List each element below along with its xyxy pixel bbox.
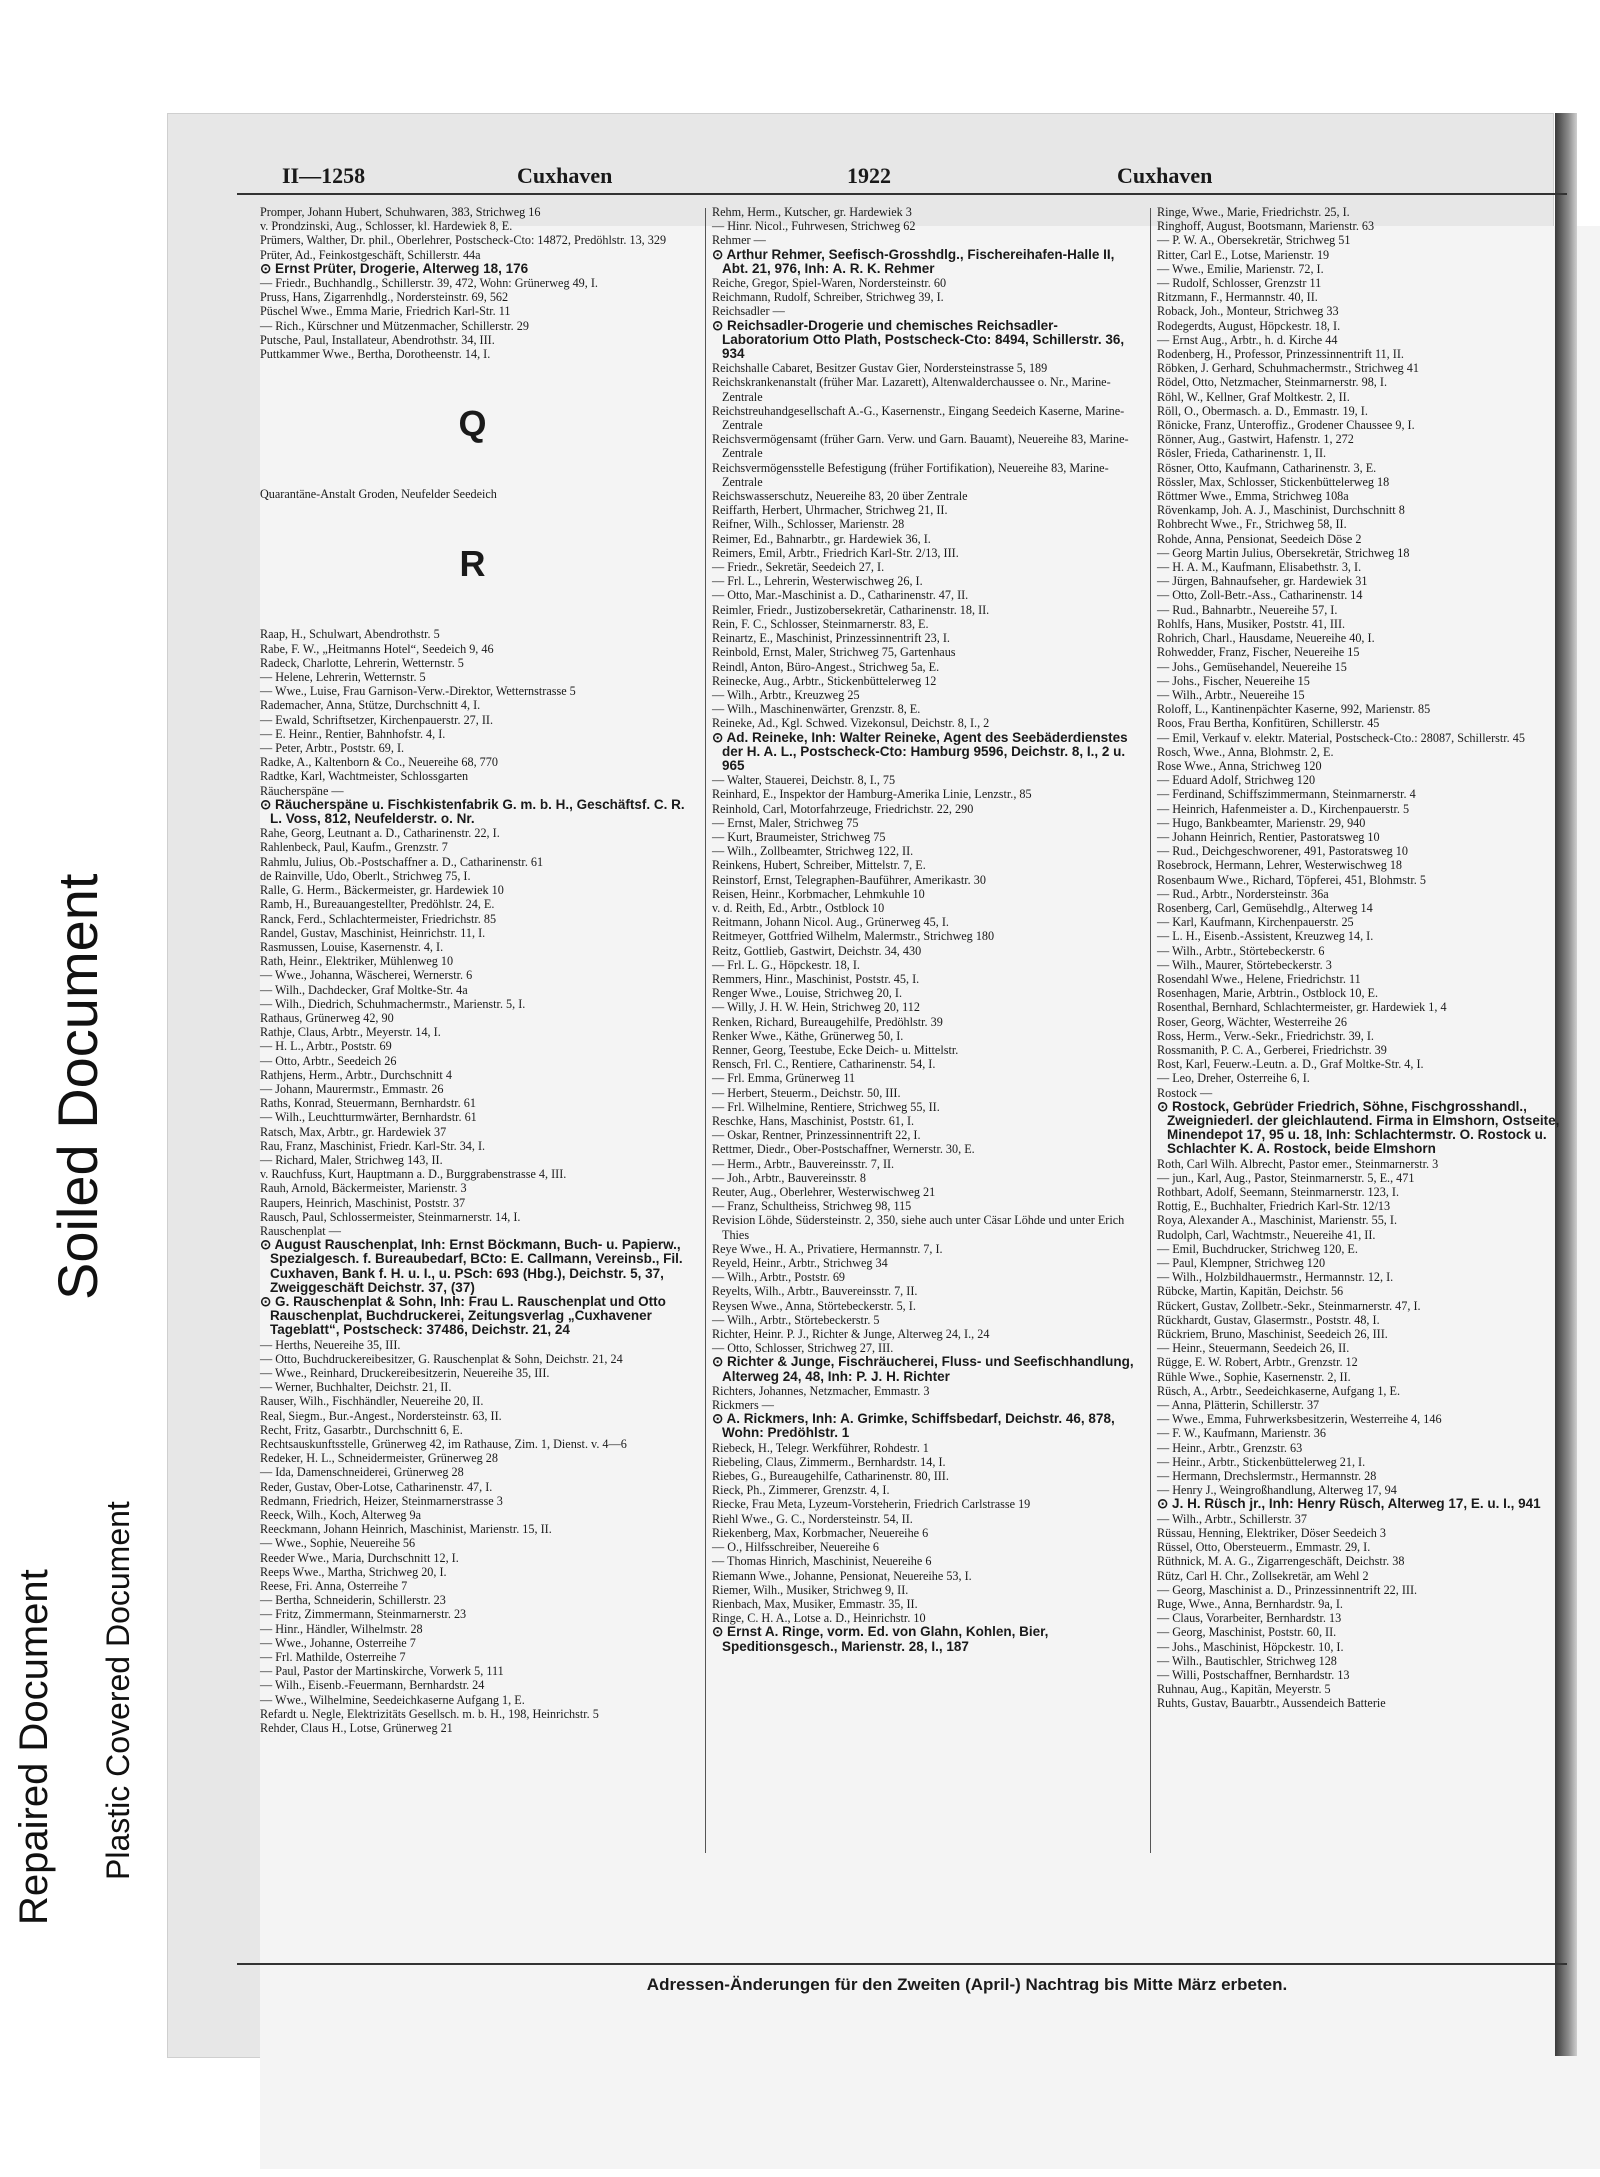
directory-entry: Riemer, Wilh., Musiker, Strichweg 9, II. [712, 1582, 909, 1597]
directory-entry: Püschel Wwe., Emma Marie, Friedrich Karl-Str. 11 [260, 304, 511, 319]
directory-entry: Randel, Gustav, Maschinist, Heinrichstr. 11, I. [260, 925, 486, 940]
directory-entry: Rönicke, Franz, Unteroffiz., Grodener Chaussee 9, I. [1157, 418, 1415, 433]
directory-entry: — Ernst, Maler, Strichweg 75 [712, 815, 859, 830]
directory-entry: — Heinr., Arbtr., Grenzstr. 63 [1157, 1440, 1303, 1455]
directory-entry: Rosenthal, Bernhard, Schlachtermeister, gr. Hardewiek 1, 4 [1157, 1000, 1447, 1015]
directory-entry: Reder, Gustav, Ober-Lotse, Catharinenstr. 47, I. [260, 1479, 493, 1494]
directory-entry: — Ferdinand, Schiffszimmermann, Steinmarnerstr. 4 [1157, 787, 1416, 802]
directory-entry: — Friedr., Sekretär, Seedeich 27, I. [712, 560, 885, 575]
directory-entry: — P. W. A., Obersekretär, Strichweg 51 [1157, 233, 1351, 248]
directory-entry: Redeker, H. L., Schneidermeister, Grünerweg 28 [260, 1451, 498, 1466]
directory-entry: Ringe, C. H. A., Lotse a. D., Heinrichstr. 10 [712, 1611, 926, 1626]
directory-entry: — Henry J., Weingroßhandlung, Alterweg 17, 94 [1157, 1483, 1397, 1498]
directory-entry: — Ernst Aug., Arbtr., h. d. Kirche 44 [1157, 332, 1338, 347]
directory-entry: — Johs., Gemüsehandel, Neuereihe 15 [1157, 659, 1347, 674]
directory-entry: Rieck, Ph., Zimmerer, Grenzstr. 4, I. [712, 1483, 890, 1498]
directory-entry: Reyelts, Wilh., Arbtr., Bauvereinsstr. 7, II. [712, 1284, 918, 1299]
directory-entry: Reichsadler — [712, 304, 785, 319]
directory-entry: Rauschenplat — [260, 1223, 341, 1238]
directory-entry: Rückhardt, Gustav, Glasermstr., Poststr. 48, I. [1157, 1312, 1380, 1327]
directory-entry: Rüthnick, M. A. G., Zigarrengeschäft, Deichstr. 38 [1157, 1554, 1405, 1569]
header-city-right: Cuxhaven [1117, 163, 1213, 188]
directory-entry: Rehm, Herm., Kutscher, gr. Hardewiek 3 [712, 205, 912, 219]
directory-entry: Redmann, Friedrich, Heizer, Steinmarnerstrasse 3 [260, 1493, 503, 1508]
directory-entry: Rösner, Otto, Kaufmann, Catharinenstr. 3, E. [1157, 460, 1377, 475]
directory-entry: — Kurt, Braumeister, Strichweg 75 [712, 829, 886, 844]
directory-entry: Roya, Alexander A., Maschinist, Marienstr. 55, I. [1157, 1213, 1397, 1228]
directory-entry: Reinstorf, Ernst, Telegraphen-Bauführer, Amerikastr. 30 [712, 872, 986, 887]
directory-entry: Rosendahl Wwe., Helene, Friedrichstr. 11 [1157, 971, 1361, 986]
directory-entry: — Wilh., Arbtr., Kreuzweg 25 [712, 687, 860, 702]
directory-entry: — Anna, Plätterin, Schillerstr. 37 [1157, 1398, 1320, 1413]
directory-entry: ⊙ Räucherspäne u. Fischkistenfabrik G. m. b. H., Geschäftsf. C. R. L. Voss, 812, Neufelderstr. o. Nr. [260, 796, 685, 827]
directory-entry: Rohbrecht Wwe., Fr., Strichweg 58, II. [1157, 517, 1347, 532]
footer-rule [237, 1963, 1567, 1965]
directory-entry: — Hermann, Drechslermstr., Hermannstr. 28 [1157, 1469, 1377, 1484]
directory-entry: v. Rauchfuss, Kurt, Hauptmann a. D., Burggrabenstrasse 4, III. [260, 1167, 567, 1182]
header-rule [237, 193, 1567, 195]
directory-entry: Reichstreuhandgesellschaft A.-G., Kasernenstr., Eingang Seedeich Kaserne, Marine-Zentrale [712, 403, 1125, 433]
directory-entry: — Thomas Hinrich, Maschinist, Neuereihe 6 [712, 1554, 932, 1569]
directory-entry: Rosenbaum Wwe., Richard, Töpferei, 451, Blohmstr. 5 [1157, 872, 1426, 887]
section-letter: R [459, 543, 486, 585]
directory-entry: Ruhnau, Aug., Kapitän, Meyerstr. 5 [1157, 1682, 1331, 1697]
directory-entry: Rübcke, Martin, Kapitän, Deichstr. 56 [1157, 1284, 1344, 1299]
directory-entry: Roser, Georg, Wächter, Westerreihe 26 [1157, 1014, 1347, 1029]
directory-entry: Rickmers — [712, 1398, 774, 1413]
directory-entry: — L. H., Eisenb.-Assistent, Kreuzweg 14, I. [1157, 929, 1374, 944]
directory-entry: — Frl. Mathilde, Osterreihe 7 [260, 1650, 406, 1665]
directory-entry: — Oskar, Rentner, Prinzessinnentrift 22, I. [712, 1128, 921, 1143]
directory-entry: Reschke, Hans, Maschinist, Poststr. 61, I. [712, 1114, 915, 1128]
directory-entry: — Heinr., Arbtr., Stickenbüttelerweg 21, I. [1157, 1454, 1366, 1469]
directory-entry: Rahe, Georg, Leutnant a. D., Catharinenstr. 22, I. [260, 826, 500, 841]
directory-entry: — Emil, Verkauf v. elektr. Material, Postscheck-Cto.: 28087, Schillerstr. 45 [1157, 730, 1525, 745]
directory-entry: — Otto, Zoll-Betr.-Ass., Catharinenstr. 14 [1157, 588, 1363, 603]
directory-entry: Rosch, Wwe., Anna, Blohmstr. 2, E. [1157, 744, 1334, 759]
directory-entry: — Frl. L. G., Höpckestr. 18, I. [712, 957, 860, 972]
directory-entry: Radtke, Karl, Wachtmeister, Schlossgarten [260, 769, 469, 784]
directory-entry: — Bertha, Schneiderin, Schillerstr. 23 [260, 1593, 446, 1608]
directory-entry: Reese, Fri. Anna, Osterreihe 7 [260, 1579, 408, 1594]
directory-entry: Reitz, Gottlieb, Gastwirt, Deichstr. 34, 430 [712, 943, 922, 958]
directory-entry: — Paul, Klempner, Strichweg 120 [1157, 1256, 1326, 1271]
directory-entry: Rössler, Max, Schlosser, Stickenbüttelerweg 18 [1157, 474, 1390, 489]
directory-entry: — Friedr., Buchhandlg., Schillerstr. 39, 472, Wohn: Grünerweg 49, I. [260, 276, 598, 291]
directory-entry: Reuter, Aug., Oberlehrer, Westerwischweg 21 [712, 1185, 936, 1200]
directory-entry: — Paul, Pastor der Martinskirche, Vorwerk 5, 111 [260, 1664, 504, 1679]
directory-entry: Reinkens, Hubert, Schreiber, Mittelstr. 7, E. [712, 858, 926, 873]
directory-entry: ⊙ Ad. Reineke, Inh: Walter Reineke, Agent des Seebäderdienstes der H. A. L., Postscheck-Cto: Hamburg 9596, Deichstr. 8, I., 2 u. 965 [712, 729, 1128, 773]
directory-entry: — Hugo, Bankbeamter, Marienstr. 29, 940 [1157, 815, 1366, 830]
directory-entry: — Herm., Arbtr., Bauvereinsstr. 7, II. [712, 1156, 895, 1171]
directory-entry: — Karl, Kaufmann, Kirchenpauerstr. 25 [1157, 915, 1354, 930]
directory-entry: Rövenkamp, Joh. A. J., Maschinist, Durchschnitt 8 [1157, 503, 1405, 518]
directory-entry: — Wilh., Dachdecker, Graf Moltke-Str. 4a [260, 982, 468, 997]
directory-entry: — Walter, Stauerei, Deichstr. 8, I., 75 [712, 773, 896, 788]
directory-entry: — Frl. Emma, Grünerweg 11 [712, 1071, 856, 1086]
directory-entry: Reeckmann, Johann Heinrich, Maschinist, Marienstr. 15, II. [260, 1522, 552, 1537]
directory-entry: — Wwe., Johanne, Osterreihe 7 [260, 1635, 416, 1650]
directory-entry: ⊙ Rostock, Gebrüder Friedrich, Söhne, Fischgrosshandl., Zweigniederl. der gleichlautend. Firma in Elmshorn, Ostseite, Minendepot 17, 95 u. 18, Inh: Schlachtermstr. O. Rostock u. Schlachter K. A. Rostock, beide Elmshorn [1157, 1098, 1560, 1157]
directory-entry: Pruss, Hans, Zigarrenhdlg., Nordersteinstr. 69, 562 [260, 290, 509, 305]
directory-entry: Riecke, Frau Meta, Lyzeum-Vorsteherin, Friedrich Carlstrasse 19 [712, 1497, 1031, 1512]
directory-entry: ⊙ Reichsadler-Drogerie und chemisches Reichsadler-Laboratorium Otto Plath, Postscheck-Cto: 8494, Schillerstr. 36, 934 [712, 317, 1125, 362]
directory-entry: Radke, A., Kaltenborn & Co., Neuereihe 68, 770 [260, 755, 498, 770]
directory-entry: Ranck, Ferd., Schlachtermeister, Friedrichstr. 85 [260, 911, 497, 926]
directory-entry: Renner, Georg, Teestube, Ecke Deich- u. Mittelstr. [712, 1042, 959, 1057]
directory-entry: Reindl, Anton, Büro-Angest., Strichweg 5a, E. [712, 659, 940, 674]
footer-notice: Adressen-Änderungen für den Zweiten (April-) Nachtrag bis Mitte März erbeten. [646, 1975, 1288, 1994]
directory-entry: ⊙ August Rauschenplat, Inh: Ernst Böckmann, Buch- u. Papierw., Spezialgesch. f. Bureaubedarf, BCto: E. Callmann, Vereinsb., Fil. Cuxhaven, Bank f. H. u. I., u. PSch: 693 (Hbg.), Deichstr. 5, 37, Zweiggeschäft Deichstr. 37, (37) [260, 1237, 683, 1295]
directory-entry: Reifner, Wilh., Schlosser, Marienstr. 28 [712, 517, 905, 532]
directory-entry: Riekenberg, Max, Korbmacher, Neuereihe 6 [712, 1525, 929, 1540]
directory-entry: Prüter, Ad., Feinkostgeschäft, Schillerstr. 44a [260, 247, 481, 262]
directory-entry: — Wwe., Emilie, Marienstr. 72, I. [1157, 261, 1324, 276]
directory-entry: — Herbert, Steuerm., Deichstr. 50, III. [712, 1085, 901, 1100]
directory-entry: Quarantäne-Anstalt Groden, Neufelder Seedeich [260, 487, 497, 502]
directory-entry: Rienbach, Max, Musiker, Emmastr. 35, II. [712, 1596, 918, 1611]
directory-entry: — F. W., Kaufmann, Marienstr. 36 [1157, 1426, 1326, 1441]
directory-entry: Rohwedder, Franz, Fischer, Neuereihe 15 [1157, 645, 1360, 660]
directory-entry: — Wilh., Diedrich, Schuhmachermstr., Marienstr. 5, I. [260, 996, 526, 1011]
directory-entry: — H. A. M., Kaufmann, Elisabethstr. 3, I. [1157, 560, 1362, 575]
directory-entry: — Jürgen, Bahnaufseher, gr. Hardewiek 31 [1157, 574, 1368, 589]
directory-entry: — Otto, Schlosser, Strichweg 27, III. [712, 1341, 894, 1356]
directory-entry: — Leo, Dreher, Osterreihe 6, I. [1157, 1071, 1310, 1086]
directory-entry: Reichskrankenanstalt (früher Mar. Lazarett), Altenwalderchaussee o. Nr., Marine-Zentrale [712, 375, 1111, 404]
directory-entry: — Wwe., Johanna, Wäscherei, Wernerstr. 6 [260, 968, 473, 983]
directory-entry: Rückert, Gustav, Zollbetr.-Sekr., Steinmarnerstr. 47, I. [1157, 1298, 1421, 1313]
directory-entry: Rothbart, Adolf, Seemann, Steinmarnerstr. 123, I. [1157, 1185, 1400, 1200]
directory-entry: Rödel, Otto, Netzmacher, Steinmarnerstr. 98, I. [1157, 375, 1387, 390]
directory-entry: Rüssau, Henning, Elektriker, Döser Seedeich 3 [1157, 1525, 1386, 1540]
directory-entry: Riemann Wwe., Johanne, Pensionat, Neuereihe 53, I. [712, 1568, 972, 1583]
directory-entry: — Wilh., Zollbeamter, Strichweg 122, II. [712, 844, 914, 859]
directory-entry: Rohde, Anna, Pensionat, Seedeich Döse 2 [1157, 531, 1362, 546]
directory-entry: — Wilh., Arbtr., Schillerstr. 37 [1157, 1511, 1307, 1526]
directory-entry: Rüssel, Otto, Obersteuerm., Emmastr. 29, I. [1157, 1540, 1371, 1555]
directory-entry: Reinecke, Aug., Arbtr., Stickenbüttelerweg 12 [712, 673, 937, 688]
directory-entry: Rosebrock, Hermann, Lehrer, Westerwischweg 18 [1157, 858, 1403, 873]
directory-entry: ⊙ Ernst Prüter, Drogerie, Alterweg 18, 176 [260, 260, 529, 276]
directory-entry: — Franz, Schultheiss, Strichweg 98, 115 [712, 1199, 912, 1214]
page-number: II—1258 [282, 163, 366, 188]
header-year: 1922 [847, 163, 891, 188]
directory-entry: Ringe, Wwe., Marie, Friedrichstr. 25, I. [1157, 205, 1350, 219]
directory-entry: Ratsch, Max, Arbtr., gr. Hardewiek 37 [260, 1124, 447, 1139]
directory-entry: — Rudolf, Schlosser, Grenzstr 11 [1157, 276, 1322, 291]
directory-entry: Rodegerdts, August, Höpckestr. 18, I. [1157, 318, 1341, 333]
directory-entry: — Wilh., Holzbildhauermstr., Hermannstr. 12, I. [1157, 1270, 1394, 1285]
directory-entry: — Wilh., Arbtr., Störtebeckerstr. 5 [712, 1312, 880, 1327]
directory-entry: — Hinr., Händler, Wilhelmstr. 28 [260, 1621, 423, 1636]
directory-entry: — Rud., Deichgeschworener, 491, Pastoratsweg 10 [1157, 844, 1408, 859]
directory-entry: Ritter, Carl E., Lotse, Marienstr. 19 [1157, 247, 1330, 262]
directory-entry: Rathjens, Herm., Arbtr., Durchschnitt 4 [260, 1067, 452, 1082]
directory-entry: Ramb, H., Bureauangestellter, Predöhlstr. 24, E. [260, 897, 495, 912]
directory-entry: — Rud., Arbtr., Nordersteinstr. 36a [1157, 886, 1329, 901]
directory-entry: — Eduard Adolf, Strichweg 120 [1157, 773, 1316, 788]
directory-entry: ⊙ A. Rickmers, Inh: A. Grimke, Schiffsbedarf, Deichstr. 46, 878, Wohn: Predöhlstr. 1 [712, 1411, 1115, 1441]
directory-entry: ⊙ G. Rauschenplat & Sohn, Inh: Frau L. Rauschenplat und Otto Rauschenplat, Buchdruckerei, Zeitungsverlag „Cuxhavener Tageblatt“, Postscheck: 37486, Deichstr. 21, 24 [260, 1293, 666, 1338]
directory-entry: Prümers, Walther, Dr. phil., Oberlehrer, Postscheck-Cto: 14872, Predöhlstr. 13, 329 [260, 233, 667, 248]
directory-entry: Ruhts, Gustav, Bauarbtr., Aussendeich Batterie [1157, 1696, 1386, 1711]
directory-entry: — Wilh., Maurer, Störtebeckerstr. 3 [1157, 957, 1332, 972]
directory-entry: Rühle Wwe., Sophie, Kasernenstr. 2, II. [1157, 1369, 1351, 1384]
directory-entry: Rahlenbeck, Paul, Kaufm., Grenzstr. 7 [260, 840, 448, 855]
directory-entry: — Ida, Damenschneiderei, Grünerweg 28 [260, 1465, 464, 1480]
directory-entry: Rosenberg, Carl, Gemüsehdlg., Alterweg 14 [1157, 900, 1373, 915]
directory-entry: Röbken, J. Gerhard, Schuhmachermstr., Strichweg 41 [1157, 361, 1419, 376]
directory-entry: Riehl Wwe., G. C., Nordersteinstr. 54, II. [712, 1511, 913, 1526]
directory-entry: Rohlfs, Hans, Musiker, Poststr. 41, III. [1157, 616, 1346, 631]
directory-entry: — Hinr. Nicol., Fuhrwesen, Strichweg 62 [712, 219, 916, 234]
directory-entry: Rost, Karl, Feuerw.-Leutn. a. D., Graf Moltke-Str. 4, I. [1157, 1057, 1424, 1072]
directory-entry: Röttmer Wwe., Emma, Strichweg 108a [1157, 489, 1349, 504]
directory-entry: Reinhold, Carl, Motorfahrzeuge, Friedrichstr. 22, 290 [712, 801, 974, 816]
directory-entry: Rauser, Wilh., Fischhändler, Neuereihe 20, II. [260, 1394, 484, 1409]
directory-entry: Rostock — [1157, 1085, 1213, 1100]
directory-entry: ⊙ Arthur Rehmer, Seefisch-Grosshdlg., Fischereihafen-Halle II, Abt. 21, 976, Inh: A. R. K. Rehmer [712, 246, 1115, 276]
directory-entry: — Georg, Maschinist a. D., Prinzessinnentrift 22, III. [1157, 1582, 1418, 1597]
directory-entry: Reinbold, Ernst, Maler, Strichweg 75, Gartenhaus [712, 645, 956, 660]
directory-entry: — Rud., Bahnarbtr., Neuereihe 57, I. [1157, 602, 1338, 617]
directory-entry: ⊙ Richter & Junge, Fischräucherei, Fluss- und Seefischhandlung, Alterweg 24, 48, Inh: P. J. H. Richter [712, 1354, 1134, 1384]
directory-entry: Rabe, F. W., „Heitmanns Hotel“, Seedeich 9, 46 [260, 641, 494, 656]
directory-entry: Riebeling, Claus, Zimmerm., Bernhardstr. 14, I. [712, 1454, 946, 1469]
plastic-covered-label: Plastic Covered Document [100, 1501, 136, 1880]
directory-entry: Reeps Wwe., Martha, Strichweg 20, I. [260, 1564, 447, 1579]
directory-entry: — Claus, Vorarbeiter, Bernhardstr. 13 [1157, 1611, 1342, 1626]
directory-entry: Reisen, Heinr., Korbmacher, Lehmkuhle 10 [712, 886, 925, 901]
directory-entry: de Rainville, Udo, Oberlt., Strichweg 75, I. [260, 868, 471, 883]
page-content [167, 113, 1560, 2056]
directory-entry: v. Prondzinski, Aug., Schlosser, kl. Hardewiek 8, E. [260, 219, 513, 234]
directory-entry: Renken, Richard, Bureaugehilfe, Predöhlstr. 39 [712, 1014, 943, 1029]
section-letter: Q [458, 403, 487, 445]
directory-entry: Rau, Franz, Maschinist, Friedr. Karl-Str. 34, I. [260, 1138, 486, 1153]
directory-entry: — Peter, Arbtr., Poststr. 69, I. [260, 741, 405, 756]
directory-entry: Reichsvermögensstelle Befestigung (früher Fortifikation), Neuereihe 83, Marine-Zentrale [712, 460, 1109, 489]
directory-entry: Puttkammer Wwe., Bertha, Dorotheenstr. 14, I. [260, 347, 491, 362]
directory-entry: Rauh, Arnold, Bäckermeister, Marienstr. 3 [260, 1181, 467, 1196]
directory-entry: Reiffarth, Herbert, Uhrmacher, Strichweg 21, II. [712, 503, 948, 518]
soiled-document-label: Soiled Document [46, 873, 109, 1300]
directory-entry: Ruge, Wwe., Anna, Bernhardstr. 9a, I. [1157, 1596, 1343, 1611]
directory-entry: — E. Heinr., Rentier, Bahnhofstr. 4, I. [260, 726, 446, 741]
directory-entry: Reinhard, E., Inspektor der Hamburg-Amerika Linie, Lenzstr., 85 [712, 787, 1032, 802]
directory-entry: Riebes, G., Bureaugehilfe, Catharinenstr. 80, III. [712, 1469, 949, 1484]
directory-entry: Radeck, Charlotte, Lehrerin, Wetternstr. 5 [260, 655, 464, 670]
directory-entry: Rodenberg, H., Professor, Prinzessinnentrift 11, II. [1157, 347, 1404, 362]
directory-entry: Rosenhagen, Marie, Arbtrin., Ostblock 10, E. [1157, 986, 1379, 1001]
directory-entry: Reichswasserschutz, Neuereihe 83, 20 über Zentrale [712, 489, 968, 504]
directory-entry: Promper, Johann Hubert, Schuhwaren, 383, Strichweg 16 [260, 205, 541, 219]
directory-entry: Refardt u. Negle, Elektrizitäts Gesellsch. m. b. H., 198, Heinrichstr. 5 [260, 1706, 599, 1721]
directory-entry: Rönner, Aug., Gastwirt, Hafenstr. 1, 272 [1157, 432, 1354, 447]
directory-entry: Recht, Fritz, Gasarbtr., Durchschnitt 6, E. [260, 1422, 463, 1437]
directory-entry: Reiche, Gregor, Spiel-Waren, Nordersteinstr. 60 [712, 276, 947, 291]
directory-entry: Reimer, Ed., Bahnarbtr., gr. Hardewiek 36, I. [712, 531, 931, 546]
directory-entry: Roth, Carl Wilh. Albrecht, Pastor emer., Steinmarnerstr. 3 [1157, 1156, 1439, 1171]
directory-entry: — Fritz, Zimmermann, Steinmarnerstr. 23 [260, 1607, 467, 1622]
directory-entry: — Wilh., Leuchtturmwärter, Bernhardstr. 61 [260, 1110, 477, 1125]
directory-entry: Reichsvermögensamt (früher Garn. Verw. und Garn. Bauamt), Neuereihe 83, Marine-Zentrale [712, 432, 1129, 461]
directory-entry: Reimers, Emil, Arbtr., Friedrich Karl-Str. 2/13, III. [712, 545, 959, 560]
directory-entry: Rügge, E. W. Robert, Arbtr., Grenzstr. 12 [1157, 1355, 1358, 1370]
directory-entry: Rensch, Frl. C., Rentiere, Catharinenstr. 54, I. [712, 1057, 936, 1072]
directory-entry: — Ewald, Schriftsetzer, Kirchenpauerstr. 27, II. [260, 712, 494, 727]
directory-entry: Ross, Herm., Verw.-Sekr., Friedrichstr. 39, I. [1157, 1028, 1374, 1043]
column-divider [1150, 208, 1151, 1853]
directory-entry: — Wilh., Maschinenwärter, Grenzstr. 8, E. [712, 702, 921, 717]
directory-entry: — Heinr., Steuermann, Seedeich 26, II. [1157, 1341, 1350, 1356]
directory-entry: — Wilh., Arbtr., Neuereihe 15 [1157, 687, 1305, 702]
directory-entry: Reichmann, Rudolf, Schreiber, Strichweg 39, I. [712, 290, 944, 305]
directory-entry: Rein, F. C., Schlosser, Steinmarnerstr. 83, E. [712, 616, 929, 631]
directory-entry: Rütz, Carl H. Chr., Zollsekretär, am Wehl 2 [1157, 1568, 1369, 1583]
directory-entry: — Wwe., Sophie, Neuereihe 56 [260, 1536, 416, 1551]
directory-entry: — Johs., Maschinist, Höpckestr. 10, I. [1157, 1639, 1344, 1654]
directory-entry: Richter, Heinr. P. J., Richter & Junge, Alterweg 24, I., 24 [712, 1327, 990, 1342]
directory-entry: Räucherspäne — [260, 783, 344, 798]
directory-entry: — Helene, Lehrerin, Wetternstr. 5 [260, 670, 426, 685]
directory-entry: Ritzmann, F., Hermannstr. 40, II. [1157, 290, 1318, 305]
directory-entry: Rossmanith, P. C. A., Gerberei, Friedrichstr. 39 [1157, 1042, 1387, 1057]
directory-entry: Ralle, G. Herm., Bäckermeister, gr. Hardewiek 10 [260, 883, 504, 898]
directory-entry: Röll, O., Obermasch. a. D., Emmastr. 19, I. [1157, 403, 1368, 418]
directory-entry: — Richard, Maler, Strichweg 143, II. [260, 1152, 443, 1167]
directory-entry: — Johann, Maurermstr., Emmastr. 26 [260, 1081, 444, 1096]
directory-entry: — O., Hilfsschreiber, Neuereihe 6 [712, 1540, 880, 1555]
directory-entry: Reitmeyer, Gottfried Wilhelm, Malermstr., Strichweg 180 [712, 929, 995, 944]
directory-entry: Rathaus, Grünerweg 42, 90 [260, 1010, 394, 1025]
directory-entry: — Frl. L., Lehrerin, Westerwischweg 26, I. [712, 574, 923, 589]
directory-entry: Reimler, Friedr., Justizobersekretär, Catharinenstr. 18, II. [712, 602, 990, 617]
directory-entry: — Johann Heinrich, Rentier, Pastoratsweg 10 [1157, 829, 1380, 844]
directory-entry: Richters, Johannes, Netzmacher, Emmastr. 3 [712, 1383, 930, 1398]
directory-entry: — H. L., Arbtr., Poststr. 69 [260, 1039, 392, 1054]
page-header [167, 163, 1552, 193]
directory-entry: Ringhoff, August, Bootsmann, Marienstr. 63 [1157, 219, 1375, 234]
directory-entry: — Wwe., Luise, Frau Garnison-Verw.-Direktor, Wetternstrasse 5 [260, 684, 576, 699]
directory-entry: ⊙ Ernst A. Ringe, vorm. Ed. von Glahn, Kohlen, Bier, Speditionsgesch., Marienstr. 28, I., 187 [712, 1624, 1049, 1654]
directory-entry: — jun., Karl, Aug., Pastor, Steinmarnerstr. 5, E., 471 [1157, 1170, 1415, 1185]
directory-entry: Reitmann, Johann Nicol. Aug., Grünerweg 45, I. [712, 915, 949, 930]
directory-entry: Putsche, Paul, Installateur, Abendrothstr. 34, III. [260, 332, 495, 347]
directory-entry: Roos, Frau Bertha, Konfitüren, Schillerstr. 45 [1157, 716, 1380, 731]
directory-entry: Rohrich, Charl., Hausdame, Neuereihe 40, I. [1157, 631, 1375, 646]
directory-entry: Reineke, Ad., Kgl. Schwed. Vizekonsul, Deichstr. 8, I., 2 [712, 716, 990, 731]
directory-entry: Rathje, Claus, Arbtr., Meyerstr. 14, I. [260, 1025, 441, 1040]
directory-entry: Raap, H., Schulwart, Abendrothstr. 5 [260, 627, 440, 642]
directory-entry: — Wwe., Reinhard, Druckereibesitzerin, Neuereihe 35, III. [260, 1366, 550, 1380]
directory-entry: Reichshalle Cabaret, Besitzer Gustav Gier, Nordersteinstrasse 5, 189 [712, 361, 1048, 376]
directory-entry: Roloff, L., Kantinenpächter Kaserne, 992, Marienstr. 85 [1157, 702, 1431, 717]
directory-entry: — Emil, Buchdrucker, Strichweg 120, E. [1157, 1241, 1358, 1256]
directory-entry: — Wilh., Arbtr., Störtebeckerstr. 6 [1157, 943, 1325, 958]
column-divider [705, 208, 706, 1853]
directory-entry: Riebeck, H., Telegr. Werkführer, Rohdestr. 1 [712, 1440, 929, 1455]
directory-entry: Remmers, Hinr., Maschinist, Poststr. 45, I. [712, 971, 920, 986]
directory-entry: — Johs., Fischer, Neuereihe 15 [1157, 673, 1310, 688]
column-2 [712, 205, 1137, 1654]
directory-entry: Rudolph, Carl, Wachtmstr., Neuereihe 41, II. [1157, 1227, 1376, 1242]
directory-entry: Raths, Konrad, Steuermann, Bernhardstr. 61 [260, 1096, 476, 1111]
directory-entry: — Wwe., Emma, Fuhrwerksbesitzerin, Westerreihe 4, 146 [1157, 1412, 1442, 1427]
directory-entry: Rösler, Frieda, Catharinenstr. 1, II. [1157, 446, 1327, 461]
directory-entry: — Herths, Neuereihe 35, III. [260, 1337, 401, 1352]
directory-entry: — Otto, Buchdruckereibesitzer, G. Rauschenplat & Sohn, Deichstr. 21, 24 [260, 1351, 623, 1366]
directory-entry: Renger Wwe., Louise, Strichweg 20, I. [712, 986, 902, 1001]
directory-entry: — Werner, Buchhalter, Deichstr. 21, II. [260, 1380, 452, 1395]
directory-entry: — Wwe., Wilhelmine, Seedeichkaserne Aufgang 1, E. [260, 1692, 525, 1707]
directory-entry: Reeder Wwe., Maria, Durchschnitt 12, I. [260, 1550, 459, 1565]
directory-entry: ⊙ J. H. Rüsch jr., Inh: Henry Rüsch, Alterweg 17, E. u. I., 941 [1157, 1496, 1541, 1512]
directory-entry: — Joh., Arbtr., Bauvereinsstr. 8 [712, 1170, 867, 1185]
directory-entry: Rose Wwe., Anna, Strichweg 120 [1157, 758, 1322, 773]
directory-entry: Renker Wwe., Käthe, Grünerweg 50, I. [712, 1028, 904, 1043]
directory-entry: Real, Siegm., Bur.-Angest., Nordersteinstr. 63, II. [260, 1408, 502, 1423]
directory-entry: Rechtsauskunftsstelle, Grünerweg 42, im Rathause, Zim. 1, Dienst. v. 4—6 [260, 1437, 627, 1452]
directory-entry: — Rich., Kürschner und Mützenmacher, Schillerstr. 29 [260, 318, 529, 333]
directory-entry: Rehder, Claus H., Lotse, Grünerweg 21 [260, 1721, 453, 1736]
directory-entry: Rahmlu, Julius, Ob.-Postschaffner a. D., Catharinenstr. 61 [260, 854, 544, 869]
directory-entry: Röhl, W., Kellner, Graf Moltkestr. 2, II. [1157, 389, 1350, 404]
directory-entry: — Willy, J. H. W. Hein, Strichweg 20, 112 [712, 1000, 920, 1015]
directory-entry: Rottig, E., Buchhalter, Friedrich Karl-Str. 12/13 [1157, 1199, 1391, 1214]
directory-entry: — Wilh., Arbtr., Poststr. 69 [712, 1270, 846, 1285]
directory-entry: — Willi, Postschaffner, Bernhardstr. 13 [1157, 1667, 1350, 1682]
directory-entry: Reysen Wwe., Anna, Störtebeckerstr. 5, I. [712, 1298, 916, 1313]
directory-entry: Raupers, Heinrich, Maschinist, Poststr. 37 [260, 1195, 466, 1210]
directory-entry: Roback, Joh., Monteur, Strichweg 33 [1157, 304, 1339, 319]
directory-entry: Rausch, Paul, Schlossermeister, Steinmarnerstr. 14, I. [260, 1209, 521, 1224]
directory-entry: Revision Löhde, Südersteinstr. 2, 350, siehe auch unter Cäsar Löhde und unter Erich Thies [712, 1213, 1125, 1242]
directory-entry: Rath, Heinr., Elektriker, Mühlenweg 10 [260, 954, 454, 969]
directory-entry: Rademacher, Anna, Stütze, Durchschnitt 4, I. [260, 698, 481, 713]
directory-entry: v. d. Reith, Ed., Arbtr., Ostblock 10 [712, 900, 885, 915]
directory-entry: — Georg Martin Julius, Obersekretär, Strichweg 18 [1157, 545, 1410, 560]
directory-entry: — Otto, Arbtr., Seedeich 26 [260, 1053, 397, 1068]
directory-entry: — Georg, Maschinist, Poststr. 60, II. [1157, 1625, 1337, 1640]
directory-entry: — Heinrich, Hafenmeister a. D., Kirchenpauerstr. 5 [1157, 801, 1410, 816]
directory-entry: — Otto, Mar.-Maschinist a. D., Catharinenstr. 47, II. [712, 588, 969, 603]
column-1 [260, 205, 685, 1735]
directory-entry: — Wilh., Eisenb.-Feuermann, Bernhardstr. 24 [260, 1678, 485, 1693]
repaired-document-label: Repaired Document [12, 1569, 56, 1925]
directory-entry: Rehmer — [712, 233, 766, 248]
column-3 [1157, 205, 1582, 1711]
directory-entry: Reye Wwe., H. A., Privatiere, Hermannstr. 7, I. [712, 1241, 943, 1256]
directory-entry: Rüsch, A., Arbtr., Seedeichkaserne, Aufgang 1, E. [1157, 1383, 1401, 1398]
directory-entry: Reyeld, Heinr., Arbtr., Strichweg 34 [712, 1256, 888, 1271]
header-city-left: Cuxhaven [517, 163, 613, 188]
directory-entry: Reinartz, E., Maschinist, Prinzessinnentrift 23, I. [712, 631, 950, 646]
directory-entry: Reeck, Wilh., Koch, Alterweg 9a [260, 1508, 422, 1523]
directory-entry: Rettmer, Diedr., Ober-Postschaffner, Wernerstr. 30, E. [712, 1142, 975, 1157]
directory-entry: — Wilh., Bautischler, Strichweg 128 [1157, 1653, 1337, 1668]
directory-entry: — Frl. Wilhelmine, Rentiere, Strichweg 55, II. [712, 1099, 940, 1114]
directory-entry: Rasmussen, Louise, Kasernenstr. 4, I. [260, 939, 444, 954]
directory-entry: Rückriem, Bruno, Maschinist, Seedeich 26, III. [1157, 1327, 1388, 1342]
